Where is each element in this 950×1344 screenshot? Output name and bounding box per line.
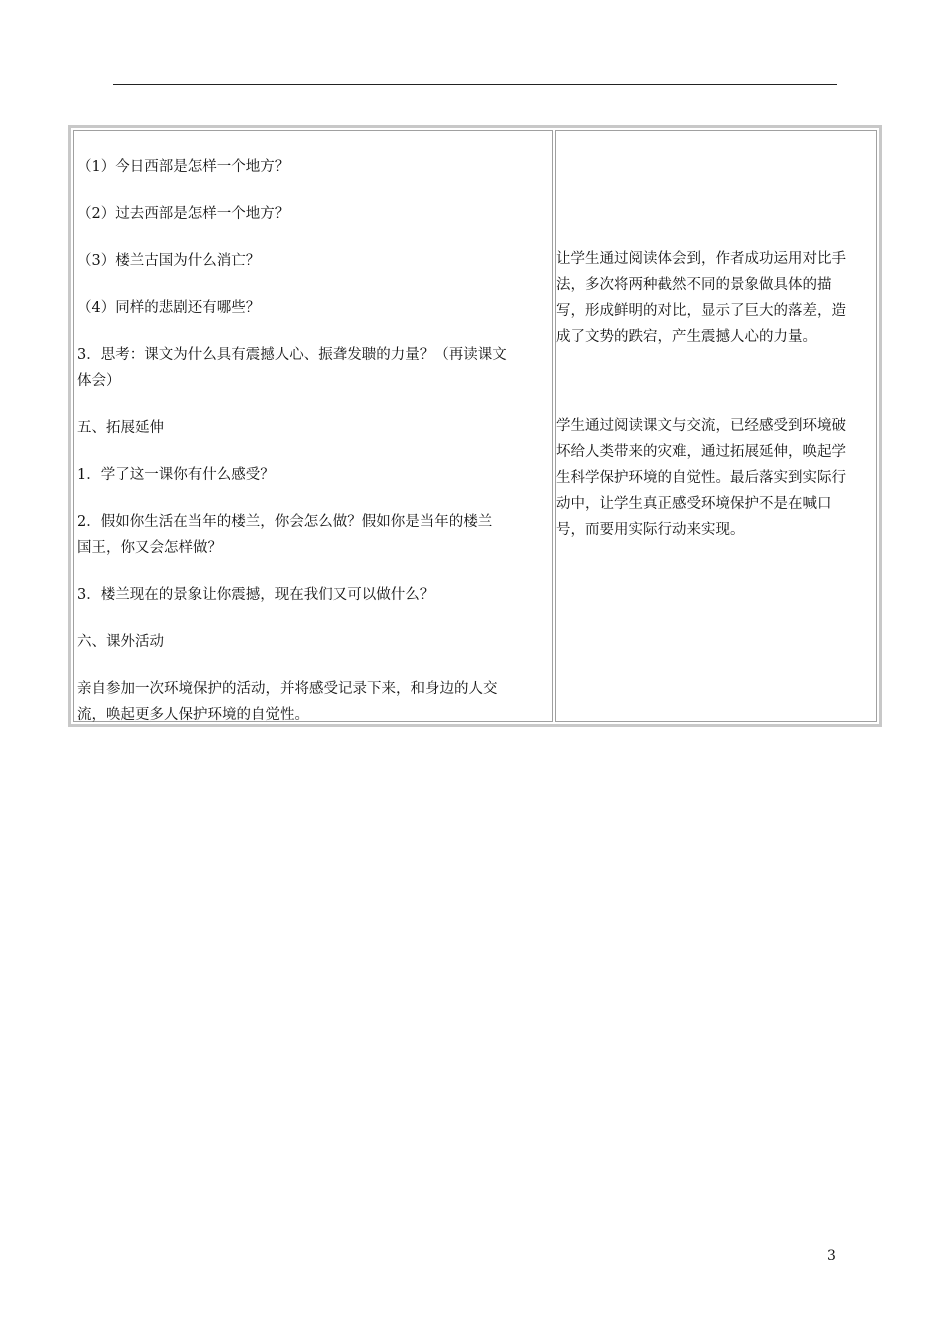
section-heading-activity: 六、课外活动: [77, 634, 164, 650]
intent-paragraph-1-line-1: 让学生通过阅读体会到，作者成功运用对比手: [556, 251, 846, 267]
question-1: （1）今日西部是怎样一个地方？: [77, 159, 290, 175]
intent-paragraph-2-line-4: 动中，让学生真正感受环境保护不是在喊口: [556, 496, 832, 512]
intent-paragraph-2-line-5: 号，而要用实际行动来实现。: [556, 522, 745, 538]
intent-paragraph-1-line-4: 成了文势的跌宕，产生震撼人心的力量。: [556, 329, 817, 345]
think-prompt-line-2: 体会）: [77, 373, 121, 389]
intent-paragraph-2-line-1: 学生通过阅读课文与交流，已经感受到环境破: [556, 418, 846, 434]
intent-paragraph-1-line-2: 法，多次将两种截然不同的景象做具体的描: [556, 277, 832, 293]
lesson-table: [68, 125, 882, 727]
extension-item-1: 1．学了这一课你有什么感受？: [77, 467, 275, 483]
think-prompt-line-1: 3．思考：课文为什么具有震撼人心、振聋发聩的力量？（再读课文: [77, 347, 507, 363]
intent-paragraph-2-line-3: 生科学保护环境的自觉性。最后落实到实际行: [556, 470, 846, 486]
header-rule: [113, 84, 837, 85]
activity-text-line-1: 亲自参加一次环境保护的活动，并将感受记录下来，和身边的人交: [77, 681, 498, 697]
question-4: （4）同样的悲剧还有哪些？: [77, 300, 261, 316]
extension-item-3: 3．楼兰现在的景象让你震撼，现在我们又可以做什么？: [77, 587, 435, 603]
intent-paragraph-2-line-2: 坏给人类带来的灾难，通过拓展延伸，唤起学: [556, 444, 846, 460]
extension-item-2-line-1: 2．假如你生活在当年的楼兰，你会怎么做？假如你是当年的楼兰: [77, 514, 493, 530]
page-number: 3: [827, 1248, 836, 1264]
question-3: （3）楼兰古国为什么消亡？: [77, 253, 261, 269]
question-2: （2）过去西部是怎样一个地方？: [77, 206, 290, 222]
extension-item-2-line-2: 国王，你又会怎样做？: [77, 540, 222, 556]
section-heading-extension: 五、拓展延伸: [77, 420, 164, 436]
activity-text-line-2: 流，唤起更多人保护环境的自觉性。: [77, 707, 309, 723]
intent-cell: [555, 130, 877, 722]
activity-cell: [73, 130, 553, 722]
intent-paragraph-1-line-3: 写，形成鲜明的对比，显示了巨大的落差，造: [556, 303, 846, 319]
